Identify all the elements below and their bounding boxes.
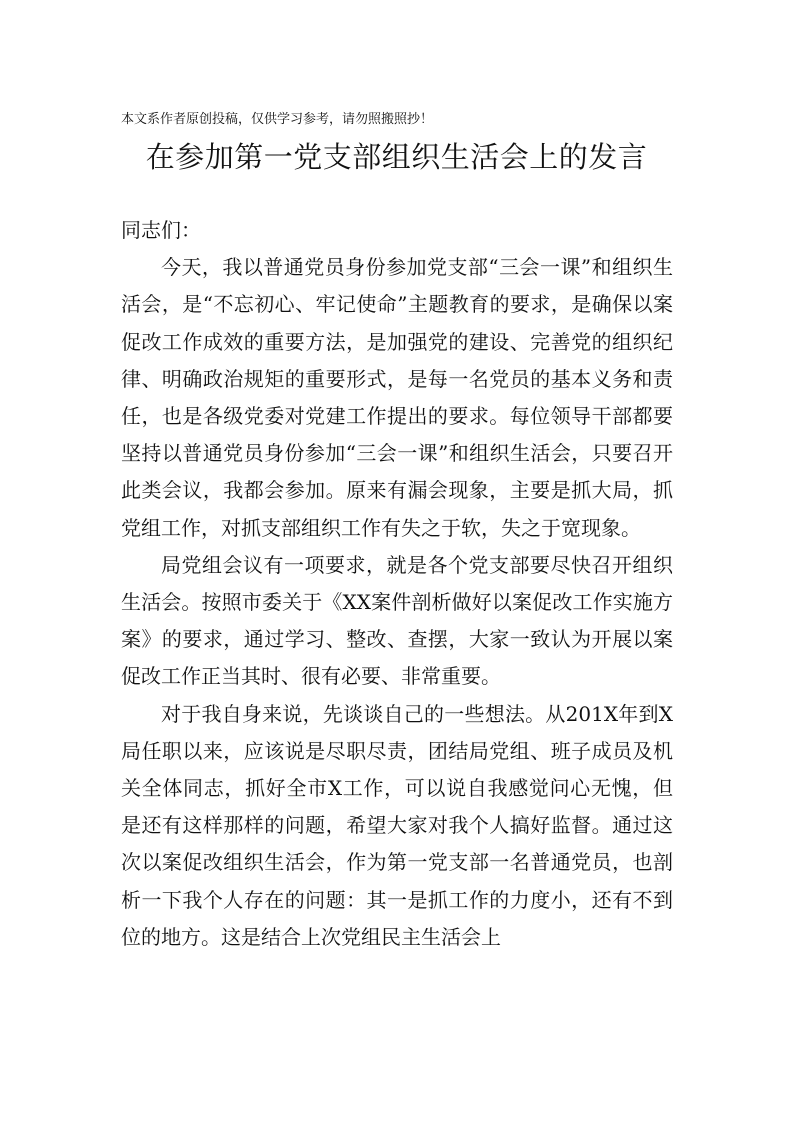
page-title: 在参加第一党支部组织生活会上的发言 [145, 140, 648, 174]
copyright-notice: 本文系作者原创投稿，仅供学习参考，请勿照搬照抄！ [121, 112, 434, 127]
speech-body [121, 212, 673, 956]
paragraph-1: 今天，我以普通党员身份参加党支部“三会一课”和组织生活会，是“不忘初心、牢记使命”主题教育的要求，是确保以案促改工作成效的重要方法，是加强党的建设、完善党的组织纪律、明确政治规矩的重要形式，是每一名党员的基本义务和责任，也是各级党委对党建工作提出的要求。每位领导干部都要坚持以普通党员身份参加“三会一课”和组织生活会，只要召开此类会议，我都会参加。原来有漏会现象，主要是抓大局，抓党组工作，对抓支部组织工作有失之于软，失之于宽现象。 [121, 255, 673, 540]
paragraph-3: 对于我自身来说，先谈谈自己的一些想法。从201X年到X局任职以来，应该说是尽职尽责，团结局党组、班子成员及机关全体同志，抓好全市X工作，可以说自我感觉问心无愧，但是还有这样那样的问题，希望大家对我个人搞好监督。通过这次以案促改组织生活会，作为第一党支部一名普通党员，也剖析一下我个人存在的问题：其一是抓工作的力度小，还有不到位的地方。这是结合上次党组民主生活会上 [121, 701, 673, 949]
salutation: 同志们： [121, 218, 201, 242]
paragraph-2: 局党组会议有一项要求，就是各个党支部要尽快召开组织生活会。按照市委关于《XX案件剖析做好以案促改工作实施方案》的要求，通过学习、整改、查摆，大家一致认为开展以案促改工作正当其时、很有必要、非常重要。 [121, 552, 673, 689]
